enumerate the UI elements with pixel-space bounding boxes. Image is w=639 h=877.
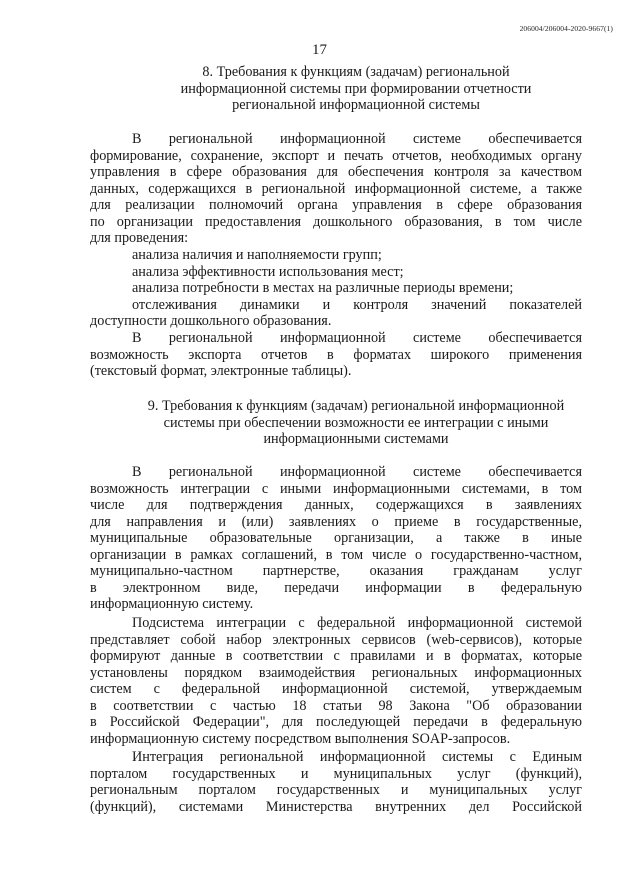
list-item: анализа потребности в местах на различные периоды времени; (132, 280, 514, 296)
text-line: установлены порядком взаимодействия региональных информационных (90, 664, 582, 681)
text-line: информационную систему посредством выполнения SOAP-запросов. (90, 730, 511, 747)
text-line: числе для подтверждения данных, содержащихся в заявлениях (90, 497, 582, 513)
heading-line: информационными системами (263, 431, 449, 447)
section-8-paragraph-1 (90, 131, 582, 247)
heading-line: информационной системы при формировании отчетности (180, 80, 532, 97)
section-8-paragraph-2 (90, 330, 582, 380)
text-line: представляет собой набор электронных сервисов (web-сервисов), которые (90, 631, 582, 648)
list-item: доступности дошкольного образования. (90, 313, 332, 329)
page-number: 17 (312, 42, 327, 58)
document-number: 206004/206004-2020-9667(1) (519, 24, 613, 33)
list-item: анализа эффективности использования мест; (132, 263, 404, 280)
text-line: порталом государственных и муниципальных услуг (функций), (90, 765, 582, 782)
text-line: муниципально-частном партнерстве, оказания гражданам услуг (90, 563, 582, 579)
text-line: формирование, сохранение, экспорт и печать отчетов, необходимых органу (90, 147, 582, 164)
section-8-heading (90, 64, 622, 114)
text-line: муниципальные образовательные организации, а также в иные (90, 530, 582, 546)
text-line: региональным порталом государственных и муниципальных услуг (90, 782, 582, 798)
heading-line: системы при обеспечении возможности ее интеграции с иными (163, 414, 549, 431)
section-8-list (90, 247, 582, 330)
text-line: Подсистема интеграции с федеральной информационной системой (132, 615, 582, 631)
text-line: формируют данные в соответствии с правилами и в форматах, которые (90, 648, 582, 664)
text-line: возможность экспорта отчетов в форматах широкого применения (90, 346, 582, 363)
text-line: возможность интеграции с иными информационными системами, в том (90, 480, 582, 497)
heading-line: 9. Требования к функциям (задачам) региональной информационной (147, 398, 565, 414)
text-line: для реализации полномочий органа управления в сфере образования (90, 197, 582, 213)
text-line: данных, содержащихся в региональной информационной системе, а также (90, 180, 582, 197)
text-line: в Российской Федерации", для последующей передачи в федеральную (90, 714, 582, 730)
text-line: В региональной информационной системе обеспечивается (132, 330, 582, 346)
text-line: Интеграция региональной информационной системы с Единым (132, 749, 582, 765)
text-line: (функций), системами Министерства внутренних дел Российской (90, 798, 582, 815)
text-line: В региональной информационной системе обеспечивается (132, 464, 582, 480)
heading-line: региональной информационной системы (232, 97, 480, 113)
heading-line: 8. Требования к функциям (задачам) региональной (202, 64, 510, 80)
text-line: информационную систему. (90, 596, 254, 612)
text-line: по организации предоставления дошкольного образования, в том числе (90, 213, 582, 230)
text-line: организации в рамках соглашений, в том числе о государственно-частном, (90, 546, 582, 563)
text-line: в соответствии с частью 18 статьи 98 Закона "Об образовании (90, 697, 582, 714)
section-9-paragraph-1 (90, 464, 582, 613)
list-item: отслеживания динамики и контроля значений показателей (132, 296, 582, 313)
section-9-paragraph-2 (90, 615, 582, 747)
text-line: для направления и (или) заявлениях о приеме в государственные, (90, 513, 582, 530)
list-item: анализа наличия и наполняемости групп; (132, 247, 382, 263)
text-line: В региональной информационной системе обеспечивается (132, 131, 582, 147)
text-line: (текстовый формат, электронные таблицы). (90, 363, 352, 379)
section-9-paragraph-3 (90, 749, 582, 815)
text-line: управления в сфере образования для обеспечения контроля за качеством (90, 164, 582, 180)
section-9-heading (90, 398, 622, 448)
text-line: для проведения: (90, 230, 189, 246)
text-line: систем с федеральной информационной системой, утверждаемым (90, 681, 582, 697)
text-line: в электронном виде, передачи информации в федеральную (90, 579, 582, 596)
